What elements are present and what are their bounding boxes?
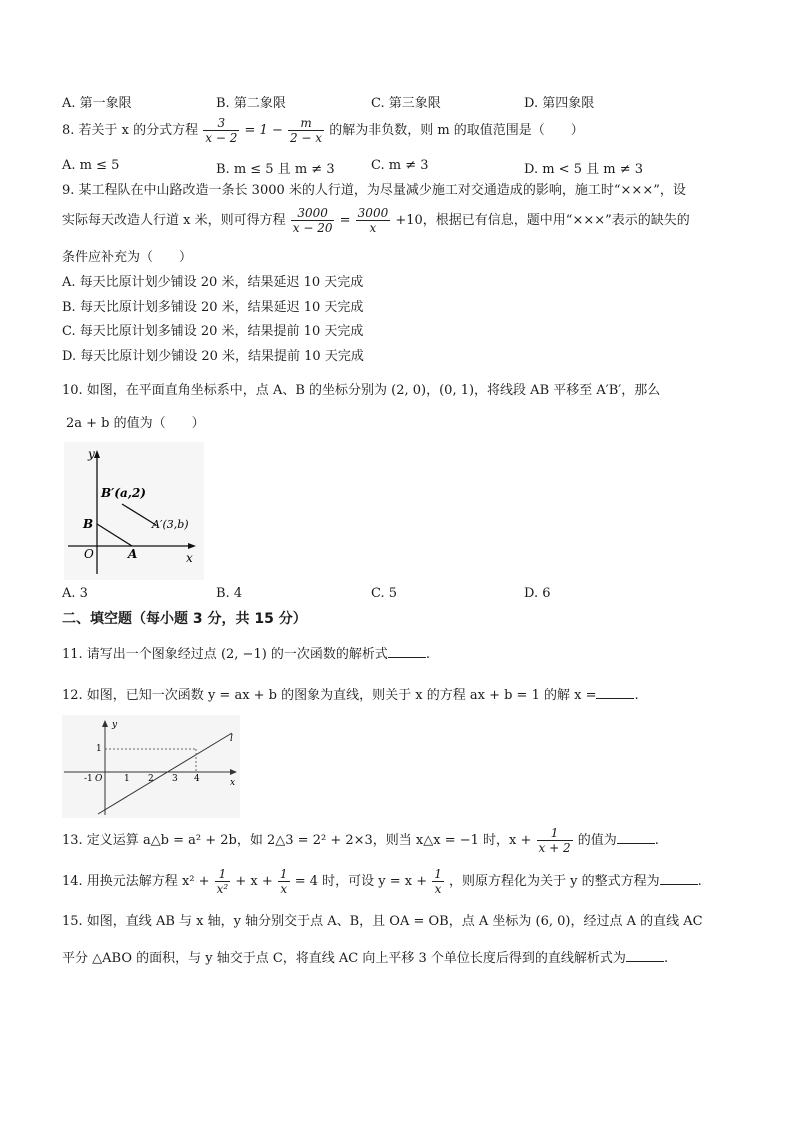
q12-x-tick-1: 1 [124,774,130,784]
q9-fraction-2 [356,206,391,235]
q9-fraction-1 [291,206,335,235]
q10-point-a-label: A [128,547,138,561]
q10-x-label: x [186,551,193,565]
q8-option-c: C. m ≠ 3 [371,158,429,173]
q8-fraction-2 [288,116,324,145]
q14-frac2-den: x [280,882,288,896]
q12-origin-label: O [95,774,103,784]
q8-option-a: A. m ≤ 5 [62,158,120,173]
q13-prefix: 13. 定义运算 a△b = a² + 2b，如 2△3 = 2² + 2×3，则当 x△x = −1 时，x + [62,833,532,848]
q12-x-tick-3: 3 [172,774,178,784]
q10-option-b: B. 4 [216,586,243,601]
q14-fraction-2 [278,867,290,896]
q8-frac2-den: 2 − x [289,131,323,145]
q15-answer-blank[interactable] [626,949,664,962]
q9-frac1-den: x − 20 [292,221,333,235]
q14-suffix: ，则原方程化为关于 y 的整式方程为 [449,874,660,889]
q11-end: . [425,647,431,662]
question-8 [62,116,584,145]
q11-answer-blank[interactable] [388,645,426,658]
q13-fraction [537,826,573,855]
question-12 [62,686,639,704]
q9-eq: = [339,213,351,228]
q9-option-a: A. 每天比原计划少铺设 20 米，结果延迟 10 天完成 [62,275,364,290]
q15-line2-text: 平分 △ABO 的面积，与 y 轴交于点 C，将直线 AC 向上平移 3 个单位长度后得到的直线解析式为 [62,951,626,966]
question-11 [62,645,430,663]
q15-line-1: 15. 如图，直线 AB 与 x 轴，y 轴分别交于点 A、B，且 OA = OB，点 A 坐标为 (6, 0)，经过点 A 的直线 AC [62,914,703,929]
q9-line-1: 9. 某工程队在中山路改造一条长 3000 米的人行道，为尽量减少施工对交通造成的影响，施工时“×××”，设 [62,183,686,198]
q14-frac2-num: 1 [279,867,288,881]
q14-frac3-num: 1 [434,867,442,881]
q14-frac1-den: x² [216,882,229,896]
q14-answer-blank[interactable] [660,872,698,885]
q14-mid-1: + x + [235,874,273,889]
q12-x-label: x [230,778,236,788]
q8-frac2-num: m [288,116,324,131]
q13-frac-num: 1 [537,826,573,841]
q14-fraction-1 [215,867,231,896]
q9-line-2 [62,206,690,235]
q8-option-b: B. m ≤ 5 且 m ≠ 3 [216,162,335,177]
q14-frac1-num: 1 [215,867,231,882]
q9-line2-prefix: 实际每天改造人行道 x 米，则可得方程 [62,213,286,228]
q12-figure-background [62,715,240,818]
q8-mid: = 1 − [244,123,283,138]
q10-line-1: 10. 如图，在平面直角坐标系中，点 A、B 的坐标分别为 (2, 0)，(0, 1)，将线段 AB 平移至 A′B′，那么 [62,383,661,398]
q10-option-d: D. 6 [524,586,551,601]
q10-option-c: C. 5 [371,586,398,601]
q9-line2-suffix: +10，根据已有信息，题中用“×××”表示的缺失的 [395,213,690,228]
q10-origin-label: O [84,547,94,561]
q9-frac1-num: 3000 [291,206,335,221]
q7-option-b: B. 第二象限 [216,96,286,111]
q8-prefix: 8. 若关于 x 的分式方程 [62,123,199,138]
q14-end: . [697,874,702,889]
q9-option-b: B. 每天比原计划多铺设 20 米，结果延迟 10 天完成 [62,300,364,315]
question-14 [62,867,702,896]
q12-x-tick-neg1: -1 [84,774,93,784]
q10-figure [64,442,204,580]
q11-text: 11. 请写出一个图象经过点 (2, −1) 的一次函数的解析式 [62,647,388,662]
q12-x-tick-4: 4 [194,774,200,784]
q12-figure [62,715,240,818]
q12-line-label: l [230,734,233,744]
q12-answer-blank[interactable] [596,686,634,699]
q8-frac1-den: x − 2 [205,131,238,145]
q7-option-c: C. 第三象限 [371,96,441,111]
q14-fraction-3 [432,867,444,896]
section-title: 二、填空题（每小题 3 分，共 15 分） [62,611,307,627]
q10-point-a1-label: A′(3,b) [152,518,189,531]
q8-frac1-num: 3 [203,116,239,131]
q7-option-d: D. 第四象限 [524,96,595,111]
q8-option-d: D. m < 5 且 m ≠ 3 [524,162,643,177]
q10-point-b-label: B [83,517,94,531]
q9-option-c: C. 每天比原计划多铺设 20 米，结果提前 10 天完成 [62,324,364,339]
q13-frac-den: x + 2 [538,841,571,855]
question-13 [62,826,659,855]
q13-answer-blank[interactable] [617,831,655,844]
q9-line-3: 条件应补充为（ ） [62,250,193,265]
q12-end: . [634,688,639,703]
q15-end: . [663,951,669,966]
q7-option-a: A. 第一象限 [62,96,132,111]
q14-mid-2: = 4 时，可设 y = x + [294,874,428,889]
q12-x-tick-2: 2 [148,774,154,784]
q8-suffix: 的解为非负数，则 m 的取值范围是（ ） [329,123,584,138]
q10-point-b1-label: B′(a,2) [101,486,146,500]
q12-y-label: y [112,720,118,730]
q10-option-a: A. 3 [62,586,88,601]
q14-frac3-den: x [434,882,442,896]
q13-suffix: 的值为 [577,833,617,848]
q14-prefix: 14. 用换元法解方程 x² + [62,874,210,889]
q13-end: . [654,833,659,848]
q9-frac2-den: x [369,221,377,235]
q9-option-d: D. 每天比原计划少铺设 20 米，结果提前 10 天完成 [62,349,364,364]
q10-line-2: 2a + b 的值为（ ） [66,416,205,431]
q12-y-tick-1: 1 [96,744,102,754]
q15-line-2 [62,949,668,967]
q10-y-label: y [88,447,95,461]
q12-text: 12. 如图，已知一次函数 y = ax + b 的图象为直线，则关于 x 的方程 ax + b = 1 的解 x = [62,688,597,703]
q9-frac2-num: 3000 [357,206,389,220]
q8-fraction-1 [203,116,239,145]
